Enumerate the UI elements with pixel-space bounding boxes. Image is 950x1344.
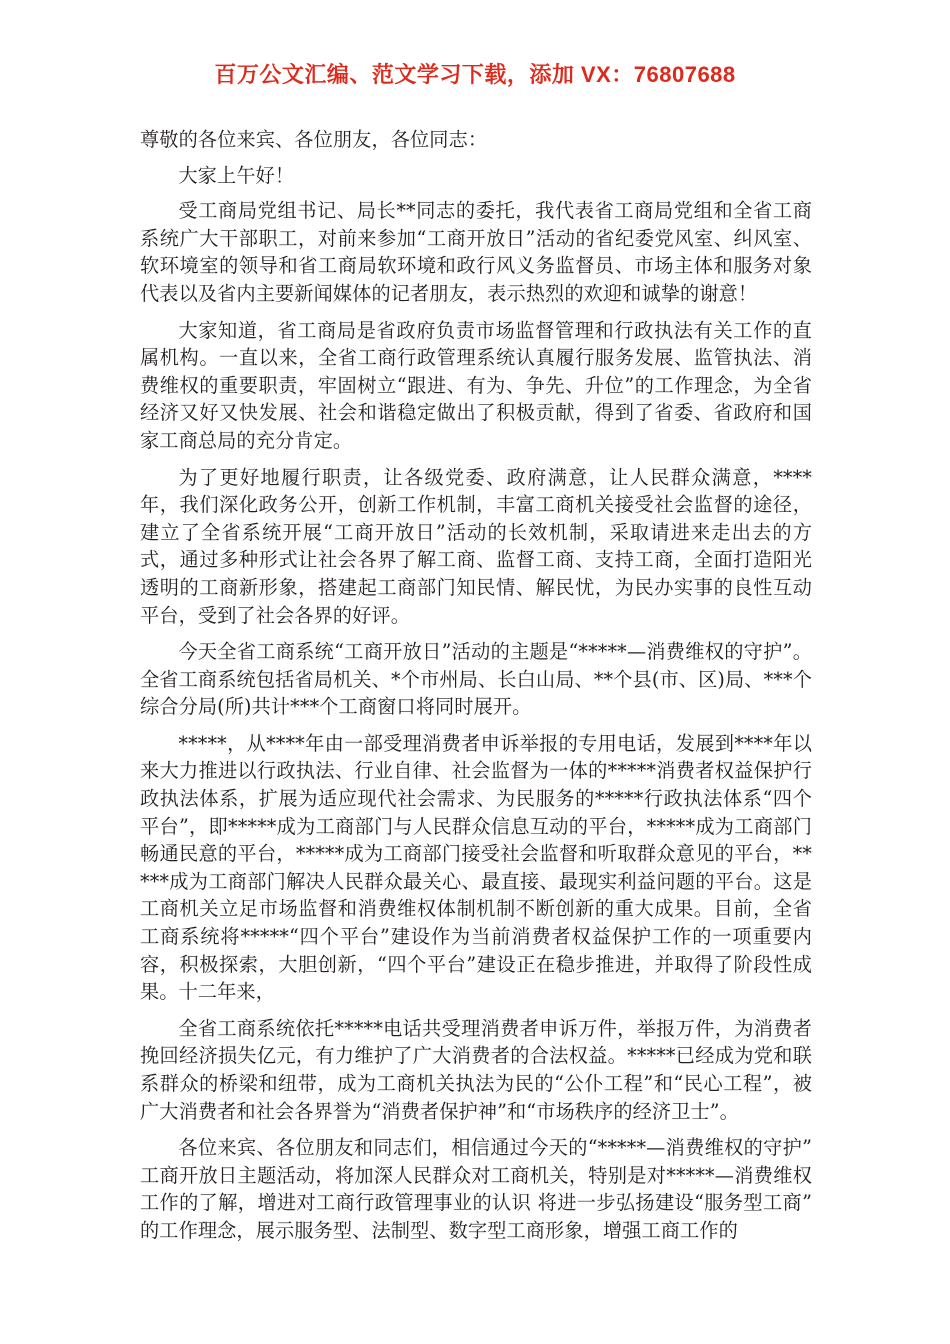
paragraph-closing: 各位来宾、各位朋友和同志们，相信通过今天的“*****—消费维权的守护”工商开放日主题活动，将加深人民群众对工商机关，特别是对*****—消费维权工作的了解，增进对工商行政管理事业的认识 将进一步弘扬建设“服务型工商”的工作理念，展示服务型、法制型、数字型工商形象，增强工商工作的 [140, 1136, 812, 1242]
paragraph-open-day-mechanism: 为了更好地履行职责，让各级党委、政府满意，让人民群众满意，****年，我们深化政务公开，创新工作机制，丰富工商机关接受社会监督的途径，建立了全省系统开展“工商开放日”活动的长效机制，采取请进来走出去的方式，通过多种形式让社会各界了解工商、监督工商、支持工商，全面打造阳光透明的工商新形象，搭建起工商部门知民情、解民忧，为民办实事的良性互动平台，受到了社会各界的好评。 [140, 465, 812, 627]
paragraph-achievements: 全省工商系统依托*****电话共受理消费者申诉万件，举报万件，为消费者挽回经济损失亿元，有力维护了广大消费者的合法权益。*****已经成为党和联系群众的桥梁和纽带，成为工商机关执法为民的“公仆工程”和“民心工程”，被广大消费者和社会各界誉为“消费者保护神”和“市场秩序的经济卫士”。 [140, 1016, 812, 1123]
watermark-header-text: 百万公文汇编、范文学习下载，添加 VX：76807688 [214, 62, 736, 87]
paragraph-bureau-intro: 大家知道，省工商局是省政府负责市场监督管理和行政执法有关工作的直属机构。一直以来，全省工商行政管理系统认真履行服务发展、监管执法、消费维权的重要职责，牢固树立“跟进、有为、争先、升位”的工作理念，为全省经济又好又快发展、社会和谐稳定做出了积极贡献，得到了省委、省政府和国家工商总局的充分肯定。 [140, 318, 812, 452]
document-body [140, 126, 812, 1254]
paragraph-greeting: 大家上午好！ [178, 163, 295, 187]
paragraph-salutation: 尊敬的各位来宾、各位朋友，各位同志： [140, 128, 488, 151]
paragraph-welcome: 受工商局党组书记、局长**同志的委托，我代表省工商局党组和全省工商系统广大干部职工，对前来参加“工商开放日”活动的省纪委党风室、纠风室、软环境室的领导和省工商局软环境和政行风义务监督员、市场主体和服务对象代表以及省内主要新闻媒体的记者朋友，表示热烈的欢迎和诚挚的谢意！ [140, 199, 812, 305]
paragraph-four-platforms: *****，从****年由一部受理消费者申诉举报的专用电话，发展到****年以来大力推进以行政执法、行业自律、社会监督为一体的*****消费者权益保护行政执法体系，扩展为适应现代社会需求、为民服务的*****行政执法体系“四个平台”，即*****成为工商部门与人民群众信息互动的平台，*****成为工商部门畅通民意的平台，*****成为工商部门接受社会监督和听取群众意见的平台，*****成为工商部门解决人民群众最关心、最直接、最现实利益问题的平台。这是工商机关立足市场监督和消费维权体制机制不断创新的重大成果。目前，全省工商系统将*****“四个平台”建设作为当前消费者权益保护工作的一项重要内容，积极探索，大胆创新，“四个平台”建设正在稳步推进，并取得了阶段性成果。十二年来， [140, 731, 812, 1004]
paragraph-theme: 今天全省工商系统“工商开放日”活动的主题是“*****—消费维权的守护”。全省工商系统包括省局机关、*个市州局、长白山局、**个县(市、区)局、***个综合分局(所)共计***个工商窗口将同时展开。 [140, 640, 812, 719]
